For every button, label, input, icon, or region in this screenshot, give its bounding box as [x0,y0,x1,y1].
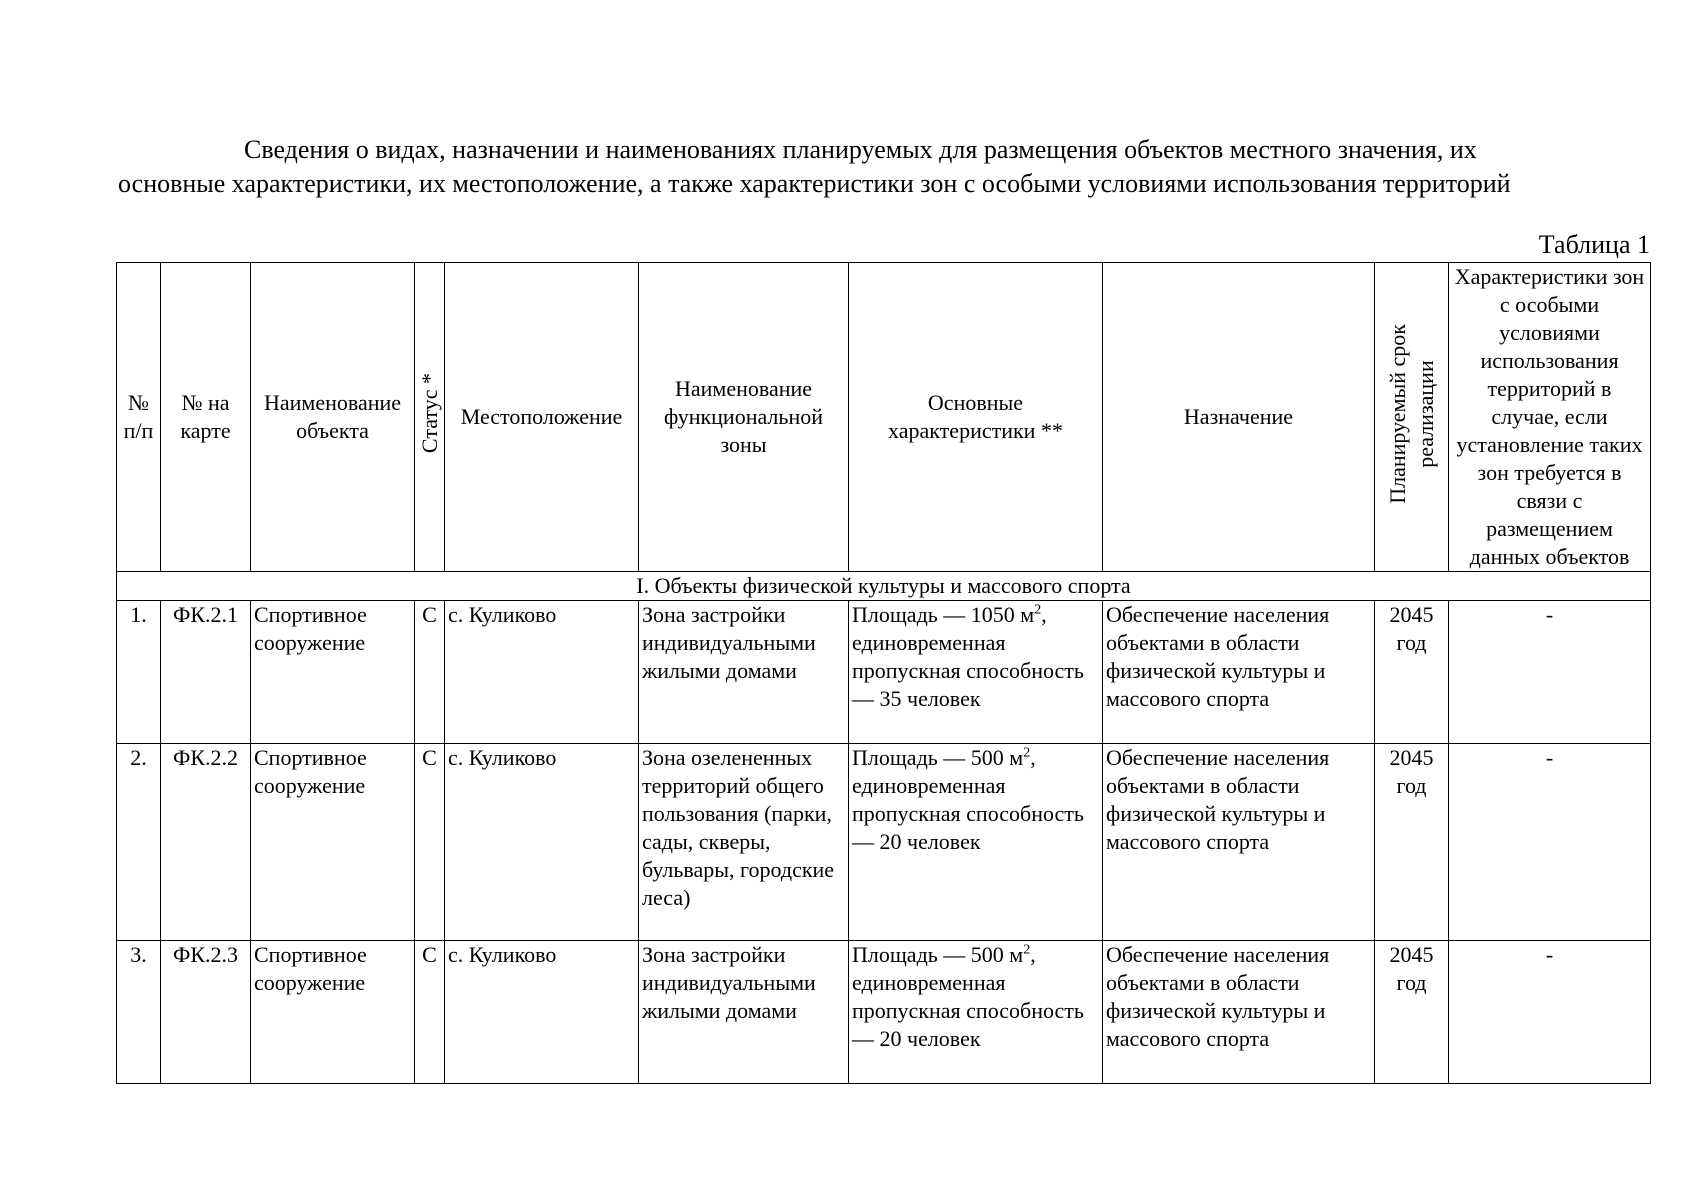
table-row [117,941,1651,1084]
header-status-label: Статус * [416,373,442,454]
header-num-line1: № [128,390,149,415]
cell-char-rest: , единовременная пропускная способность — 20 человек [852,745,1084,854]
header-term-label [1384,324,1440,504]
cell-zone-name: Зона озелененных территорий общего пользования (парки, сады, скверы, бульвары, городские леса) [639,744,849,941]
cell-char-rest: , единовременная пропускная способность — 35 человек [852,602,1084,711]
cell-location: с. Куликово [445,941,639,1084]
cell-term: 2045 год [1375,941,1449,1084]
cell-num: 1. [117,601,161,744]
cell-zones-special: - [1449,744,1651,941]
section-title: I. Объекты физической культуры и массового спорта [117,572,1651,601]
header-term [1375,263,1449,572]
cell-char-area: Площадь — 1050 м [852,602,1035,627]
cell-char-rest: , единовременная пропускная способность — 20 человек [852,942,1084,1051]
header-zone-name: Наименование функциональной зоны [639,263,849,572]
cell-status: С [415,744,445,941]
cell-characteristics [849,941,1103,1084]
header-object-name: Наименование объекта [251,263,415,572]
header-map-num: № на карте [161,263,251,572]
header-num-line2: п/п [123,418,154,443]
cell-status: С [415,601,445,744]
cell-term: 2045 год [1375,744,1449,941]
cell-characteristics [849,744,1103,941]
table-row [117,744,1651,941]
cell-status: С [415,941,445,1084]
section-row [117,572,1651,601]
cell-purpose: Обеспечение населения объектами в области физической культуры и массового спорта [1103,941,1375,1084]
cell-char-sup: 2 [1023,942,1031,958]
cell-map-num: ФК.2.3 [161,941,251,1084]
cell-map-num: ФК.2.1 [161,601,251,744]
cell-map-num: ФК.2.2 [161,744,251,941]
header-purpose: Назначение [1103,263,1375,572]
table-header-row [117,263,1651,572]
header-location: Местоположение [445,263,639,572]
objects-table [116,262,1651,1084]
cell-char-sup: 2 [1034,602,1042,618]
cell-purpose: Обеспечение населения объектами в области физической культуры и массового спорта [1103,601,1375,744]
table-row [117,601,1651,744]
cell-location: с. Куликово [445,744,639,941]
cell-purpose: Обеспечение населения объектами в области физической культуры и массового спорта [1103,744,1375,941]
document-title-line-2: основные характеристики, их местоположение, а также характеристики зон с особыми условиями использования территорий [118,169,1511,198]
cell-characteristics [849,601,1103,744]
cell-char-sup: 2 [1023,745,1031,761]
cell-zones-special: - [1449,941,1651,1084]
header-term-line2: реализации [1412,359,1438,468]
cell-object-name: Спортивное сооружение [251,601,415,744]
header-status [415,263,445,572]
cell-object-name: Спортивное сооружение [251,941,415,1084]
cell-char-area: Площадь — 500 м [852,942,1024,967]
cell-location: с. Куликово [445,601,639,744]
cell-zone-name: Зона застройки индивидуальными жилыми домами [639,601,849,744]
document-title [118,133,1648,201]
header-num [117,263,161,572]
cell-num: 3. [117,941,161,1084]
cell-term: 2045 год [1375,601,1449,744]
cell-zone-name: Зона застройки индивидуальными жилыми домами [639,941,849,1084]
cell-zones-special: - [1449,601,1651,744]
document-title-line-1: Сведения о видах, назначении и наименованиях планируемых для размещения объектов местного значения, их [244,135,1477,164]
header-term-line1: Планируемый срок [1384,323,1410,504]
cell-char-area: Площадь — 500 м [852,745,1024,770]
cell-object-name: Спортивное сооружение [251,744,415,941]
header-characteristics: Основные характеристики ** [849,263,1103,572]
table-caption: Таблица 1 [1538,230,1650,259]
cell-num: 2. [117,744,161,941]
header-zones-special: Характеристики зон с особыми условиями использования территорий в случае, если установление таких зон требуется в связи с размещением данных объектов [1449,263,1651,572]
